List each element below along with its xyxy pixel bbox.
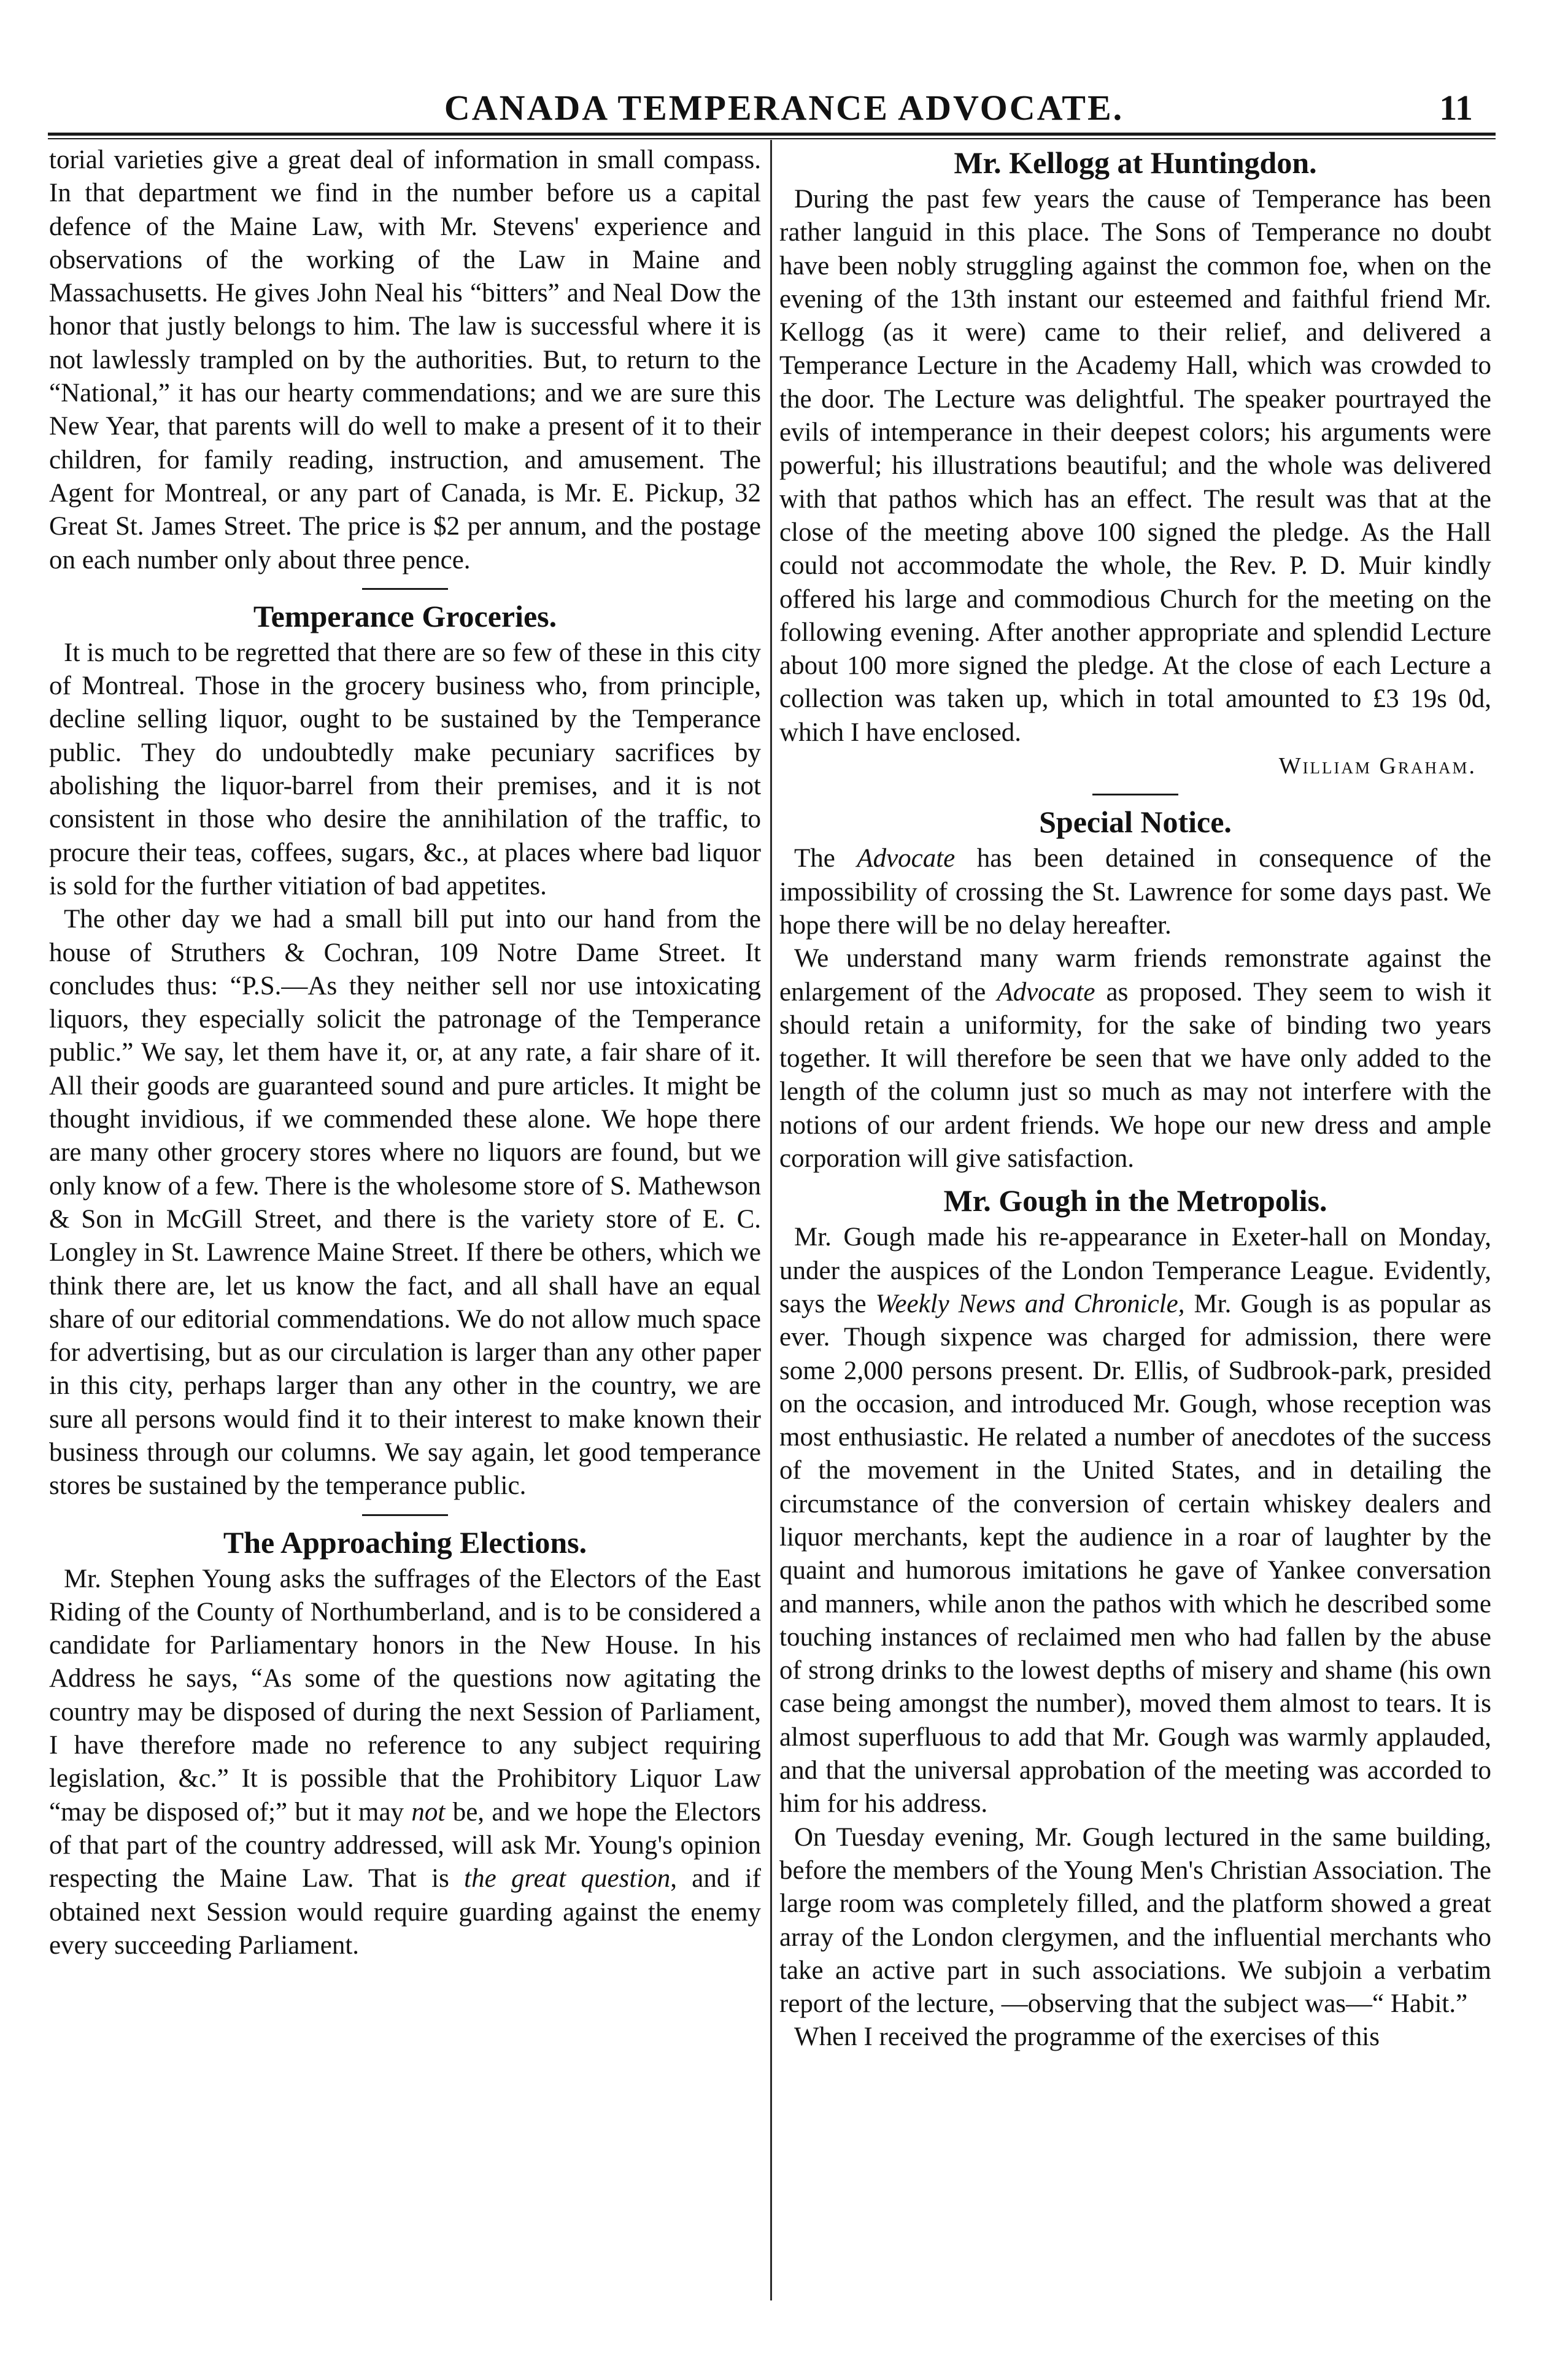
notice-advocate-emphasis: Advocate <box>857 844 956 873</box>
page-header-title: CANADA TEMPERANCE ADVOCATE. <box>444 88 1124 128</box>
gough-text-1b: Mr. Gough is as popular as ever. Though sixpence was charged for admission, there were some 2,000 persons present. Dr. Ellis, of Sudbrook-park, presided on the occasion, and introduced Mr. Gough, whose reception was most enthusiastic. He related a number of anecdotes of the success of the movement in the United States, and in detailing the circumstance of the conversion of certain whiskey dealers and liquor merchants, kept the audience in a roar of laughter by the quaint and humorous imitations he gave of Yankee conversation and manners, while anon the pathos with which he described some touching instances of reclaimed men who had fallen by the abuse of strong drinks to the lowest depths of misery and shame (his own case being amongst the number), moved them almost to tears. It is almost superfluous to add that Mr. Gough was warmly applauded, and that the universal approbation of the meeting was accorded to him for his address. <box>779 1289 1491 1819</box>
approaching-elections-heading: The Approaching Elections. <box>223 1525 587 1560</box>
notice-advocate-emphasis: Advocate <box>997 977 1095 1007</box>
notice-text-1a: The <box>794 844 857 873</box>
gough-text-1a: Mr. Gough made his re-appearance in Exeter-hall on Monday, under the auspices of the London Temperance League. Evidently, says the <box>779 1223 1491 1318</box>
page-number: 11 <box>1439 88 1473 128</box>
intro-paragraph: torial varieties give a great deal of information in small compass. In that department we find in the number before us a capital defence of the Maine Law, with Mr. Stevens' experience and observations of the working of the Law in Maine and Massachusetts. He gives John Neal his “bitters” and Neal Dow the honor that justly belongs to him. The law is successful where it is not lawlessly trampled on by the authorities. But, to return to the “National,” it has our hearty commendations; and we are sure this New Year, that parents will do well to make a present of it to their children, for family reading, instruction, and amusement. The Agent for Montreal, or any part of Canada, is Mr. E. Pickup, 32 Great St. James Street. The price is $2 per annum, and the postage on each number only about three pence. <box>49 145 761 575</box>
section-divider <box>362 588 448 590</box>
special-notice-heading: Special Notice. <box>1039 805 1232 840</box>
notice-text-2b: as proposed. They seem to wish it should retain a uniformity, for the sake of binding two years together. It will therefore be seen that we have only added to the length of the column just so much as may not interfere with the notions of our ardent friends. We hope our new dress and ample corporation will give satisfaction. <box>779 977 1491 1174</box>
groceries-paragraph-1: It is much to be regretted that there are so few of these in this city of Montreal. Those in the grocery business who, from principle, decline selling liquor, ought to be sustained by the Temperance public. They do undoubtedly make pecuniary sacrifices by abolishing the liquor-barrel from their premises, and it is not consistent in those who desire the annihilation of the traffic, to procure their teas, coffees, sugars, &c., at places where bad liquor is sold for the further vitiation of bad appetites. <box>49 638 761 900</box>
elections-paragraph <box>49 1563 761 1963</box>
gough-paragraph-1 <box>779 1221 1491 1820</box>
right-column <box>779 144 1491 2054</box>
kellogg-heading: Mr. Kellogg at Huntingdon. <box>954 145 1317 180</box>
gough-newspaper-emphasis: Weekly News and Chronicle, <box>875 1289 1185 1318</box>
elections-text-3: , and if obtained next Session would require guarding against the enemy every succeeding Parliament. <box>49 1864 761 1960</box>
section-divider <box>1092 794 1178 795</box>
kellogg-paragraph: During the past few years the cause of Temperance has been rather languid in this place. The Sons of Temperance no doubt have been nobly struggling against the common foe, when on the evening of the 13th instant our esteemed and faithful friend Mr. Kellogg (as it were) came to their relief, and delivered a Temperance Lecture in the Academy Hall, which was crowded to the door. The Lecture was delightful. The speaker pourtrayed the evils of intemperance in their deepest colors; his arguments were powerful; his illustrations beautiful; and the whole was delivered with that pathos which has an effect. The result was that at the close of the meeting above 100 signed the pledge. As the Hall could not accommodate the whole, the Rev. P. D. Muir kindly offered his large and commodious Church for the meeting on the following evening. After another appropriate and splendid Lecture about 100 more signed the pledge. At the close of each Lecture a collection was taken up, which in total amounted to £3 19s 0d, which I have enclosed. <box>779 185 1491 747</box>
elections-text-1: Mr. Stephen Young asks the suffrages of the Electors of the East Riding of the County of Northumberland, and is to be considered a candidate for Parliamentary honors in the New House. In his Address he says, “As some of the questions now agitating the country may be disposed of during the next Session of Parliament, I have therefore made no reference to any subject requiring legislation, &c.” It is possible that the Prohibitory Liquor Law “may be disposed of;” but it may <box>49 1564 761 1827</box>
elections-emphasis-great-question: the great question <box>464 1864 671 1894</box>
column-divider <box>770 140 772 2300</box>
notice-text-1b: has been detained in consequence of the impossibility of crossing the St. Lawrence for some days past. We hope there will be no delay hereafter. <box>779 844 1491 940</box>
special-notice-paragraph-2 <box>779 942 1491 1175</box>
gough-paragraph-2: On Tuesday evening, Mr. Gough lectured in the same building, before the members of the Young Men's Christian Association. The large room was completely filled, and the platform showed a great array of the London clergymen, and the influential merchants who take an active part in such associations. We subjoin a verbatim report of the lecture, —observing that the subject was—“ Habit.” <box>779 1822 1491 2019</box>
header-rule-thin <box>48 138 1496 139</box>
header-rule <box>48 133 1496 136</box>
groceries-paragraph-2: The other day we had a small bill put into our hand from the house of Struthers & Cochran, 109 Notre Dame Street. It concludes thus: “P.S.—As they neither sell nor use intoxicating liquors, they especially solicit the patronage of the Temperance public.” We say, let them have it, or, at any rate, a fair share of it. All their goods are guaranteed sound and pure articles. It might be thought invidious, if we commended these alone. We hope there are many other grocery stores where no liquors are found, but we only know of a few. There is the wholesome store of S. Mathewson & Son in McGill Street, and there is the variety store of E. C. Longley in St. Lawrence Maine Street. If there be others, which we think there are, let us know the fact, and all shall have an equal share of our editorial commendations. We do not allow much space for advertising, but as our circulation is larger than any other paper in this city, perhaps larger than any other in the country, we are sure all persons would find it to their interest to make known their business through our columns. We say again, let good temperance stores be sustained by the temperance public. <box>49 905 761 1501</box>
notice-text-2a: We understand many warm friends remonstrate against the enlargement of the <box>779 944 1491 1007</box>
section-divider <box>362 1514 448 1516</box>
gough-heading: Mr. Gough in the Metropolis. <box>943 1183 1327 1218</box>
special-notice-paragraph-1 <box>779 842 1491 942</box>
left-column <box>49 144 761 1962</box>
gough-paragraph-3: When I received the programme of the exercises of this <box>794 2022 1380 2052</box>
temperance-groceries-heading: Temperance Groceries. <box>253 598 557 633</box>
kellogg-signature: William Graham. <box>1278 753 1477 780</box>
elections-text-2: be, and we hope the Electors of that part of the country addressed, will ask Mr. Young's opinion respecting the Maine Law. That is <box>49 1797 762 1894</box>
elections-emphasis-not: not <box>411 1797 446 1827</box>
